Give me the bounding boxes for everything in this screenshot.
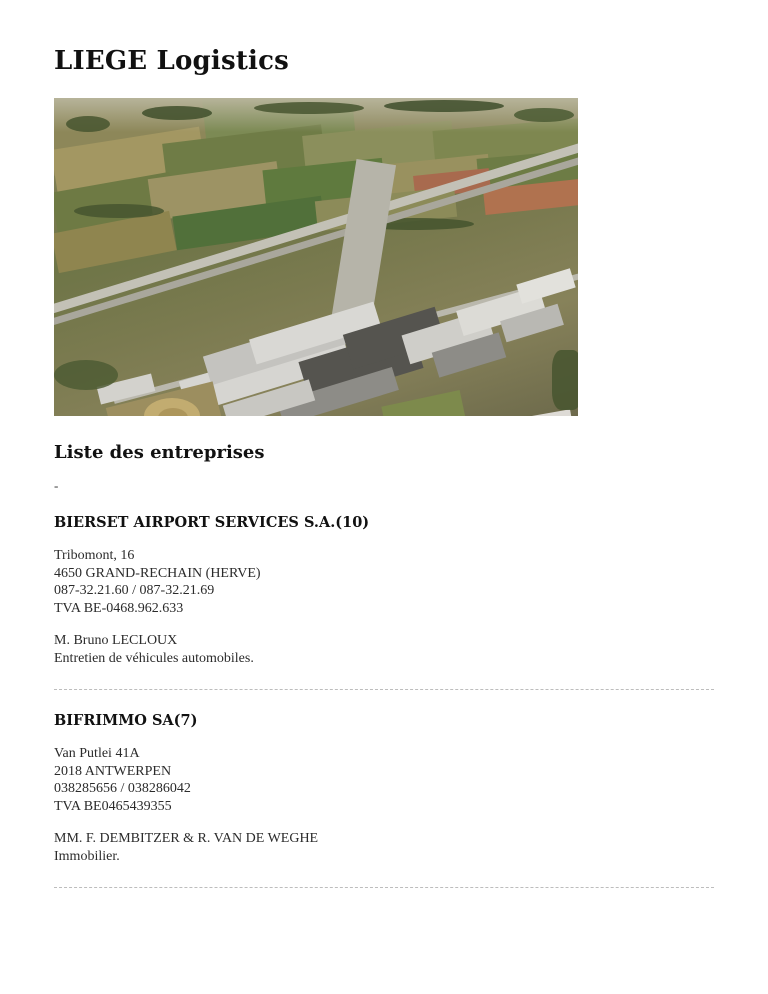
- company-name: BIFRIMMO SA(7): [54, 712, 198, 729]
- company-contact-block: [54, 830, 714, 865]
- company-entry: [54, 712, 714, 865]
- company-phone-line: 087-32.21.60 / 087-32.21.69: [54, 583, 215, 598]
- company-address-line: Tribomont, 16: [54, 548, 135, 563]
- leading-dash: -: [54, 478, 59, 493]
- spacer: [54, 617, 714, 632]
- spacer: [54, 815, 714, 830]
- company-activity: Immobilier.: [54, 848, 120, 864]
- company-contact: M. Bruno LECLOUX: [54, 633, 178, 648]
- company-contact-block: [54, 632, 714, 667]
- company-name: BIERSET AIRPORT SERVICES S.A.(10): [54, 514, 370, 531]
- aerial-photo: [54, 98, 578, 416]
- company-address-line: 4650 GRAND-RECHAIN (HERVE): [54, 565, 261, 581]
- company-entry: [54, 514, 714, 667]
- company-address-line: 2018 ANTWERPEN: [54, 763, 172, 779]
- entry-separator: [54, 887, 714, 888]
- company-vat-line: TVA BE0465439355: [54, 798, 172, 814]
- company-contact: MM. F. DEMBITZER & R. VAN DE WEGHE: [54, 831, 319, 846]
- list-heading: Liste des entreprises: [54, 442, 265, 463]
- company-details: [54, 745, 714, 815]
- page-title: LIEGE Logistics: [54, 46, 290, 76]
- company-activity: Entretien de véhicules automobiles.: [54, 650, 254, 666]
- company-address-line: Van Putlei 41A: [54, 746, 140, 761]
- company-vat-line: TVA BE-0468.962.633: [54, 600, 184, 616]
- entry-separator: [54, 689, 714, 690]
- company-details: [54, 547, 714, 617]
- company-phone-line: 038285656 / 038286042: [54, 781, 191, 796]
